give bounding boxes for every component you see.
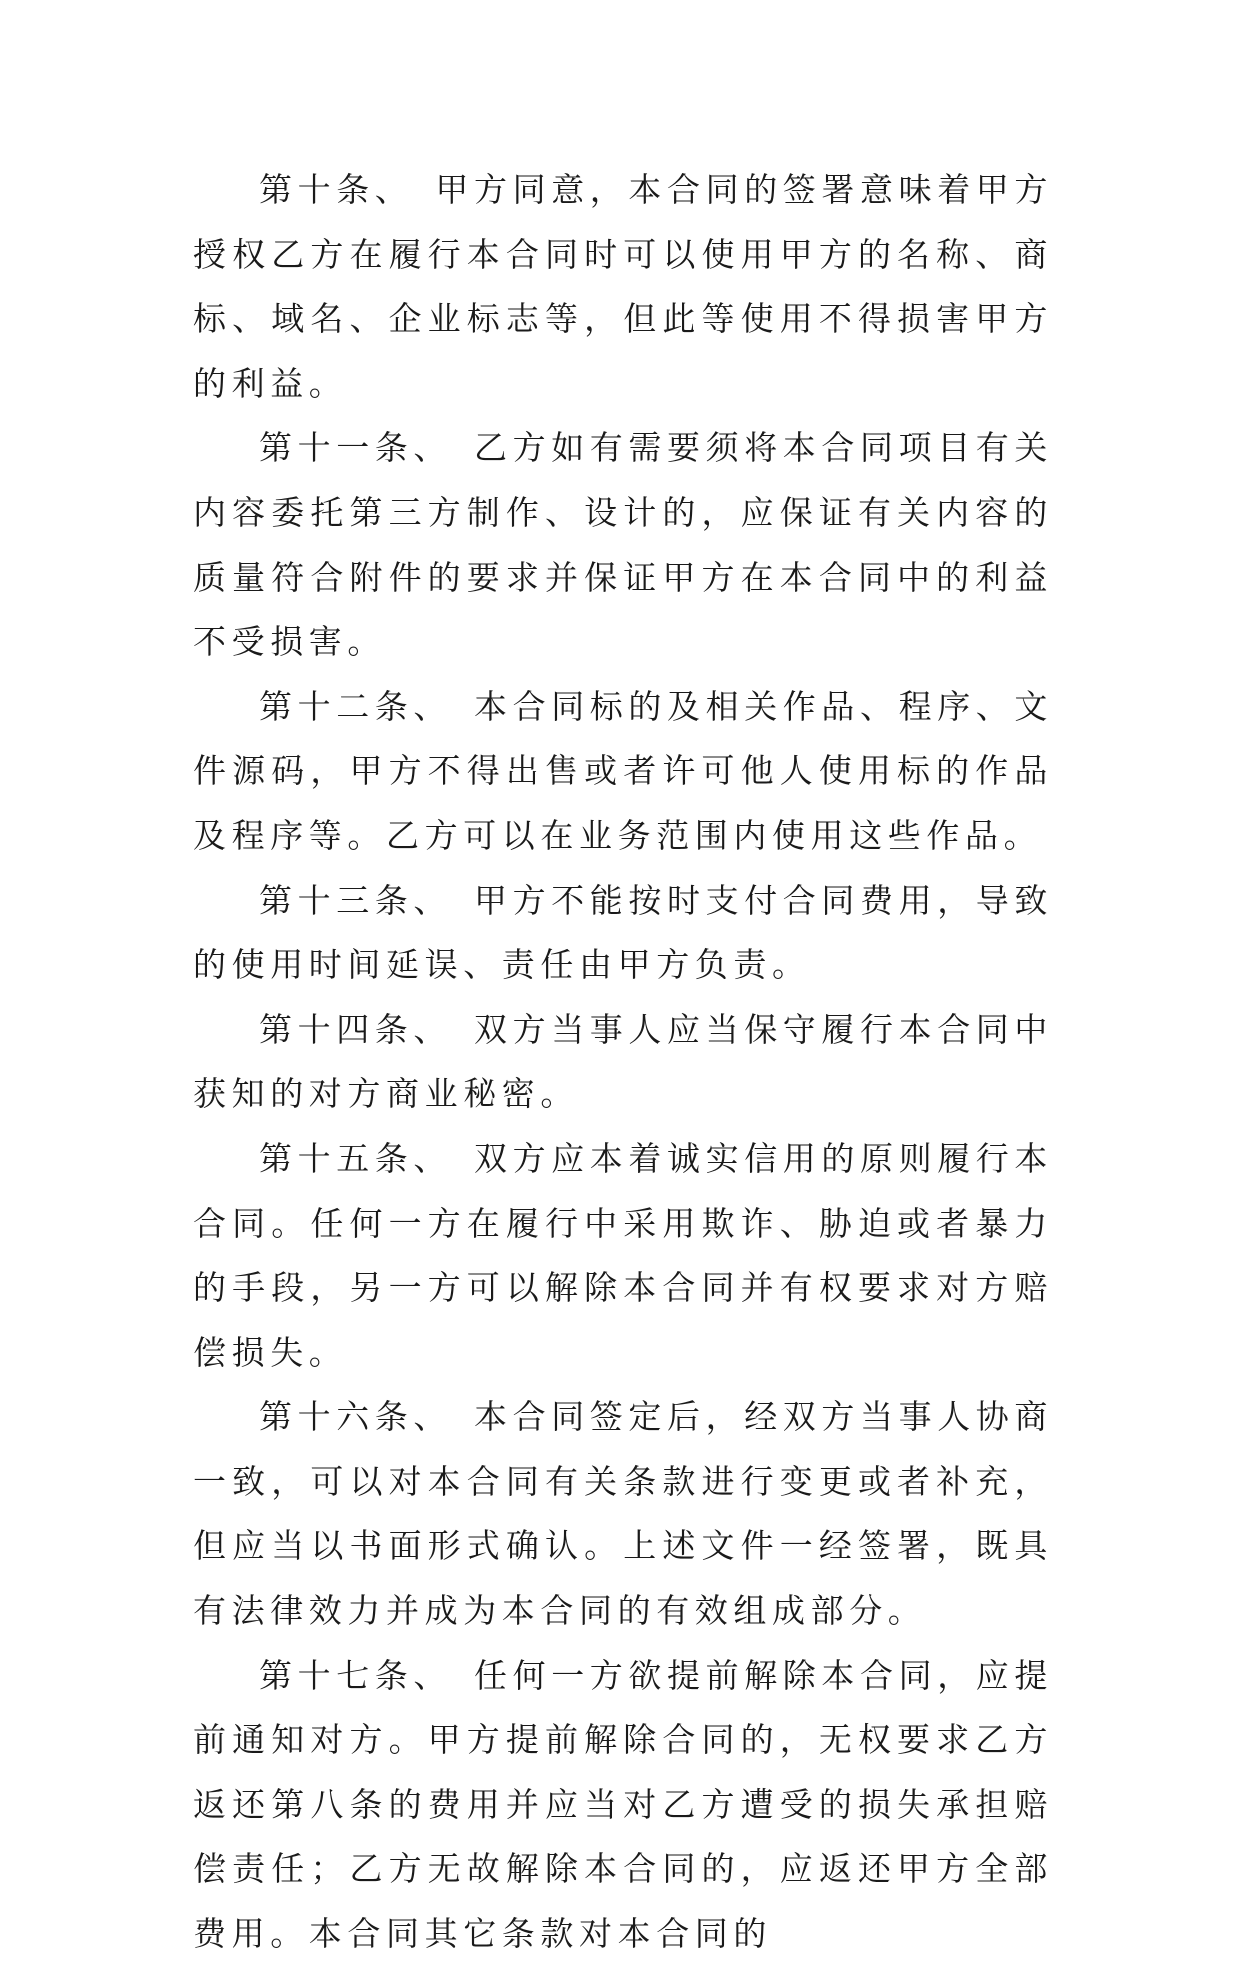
clause-number: 第十六条、 — [259, 1397, 452, 1437]
clause-text: 任何一方欲提前解除本合同，应提前通知对方。甲方提前解除合同的，无权要求乙方返还第八条的费用并应当对乙方遭受的损失承担赔偿责任；乙方无故解除本合同的，应返还甲方全部费用。本合同其它条款对本合同的 — [193, 1655, 1053, 1954]
clause-number: 第十三条、 — [259, 880, 452, 920]
clause-text: 甲方不能按时支付合同费用，导致的使用时间延误、责任由甲方负责。 — [193, 880, 1053, 985]
clause-13 — [193, 869, 1053, 998]
clause-text: 本合同签定后，经双方当事人协商一致，可以对本合同有关条款进行变更或者补充，但应当以书面形式确认。上述文件一经签署，既具有法律效力并成为本合同的有效组成部分。 — [193, 1397, 1053, 1631]
clause-10 — [193, 158, 1053, 416]
clause-text: 双方当事人应当保守履行本合同中获知的对方商业秘密。 — [193, 1009, 1053, 1114]
clause-11 — [193, 416, 1053, 674]
clause-text: 本合同标的及相关作品、程序、文件源码，甲方不得出售或者许可他人使用标的作品及程序等。乙方可以在业务范围内使用这些作品。 — [193, 686, 1053, 855]
clause-14 — [193, 998, 1053, 1127]
clause-number: 第十五条、 — [259, 1138, 452, 1178]
clause-number: 第十七条、 — [259, 1655, 452, 1695]
clause-number: 第十一条、 — [259, 428, 452, 468]
clause-15 — [193, 1127, 1053, 1385]
clause-number: 第十四条、 — [259, 1009, 452, 1049]
clause-text: 甲方同意，本合同的签署意味着甲方授权乙方在履行本合同时可以使用甲方的名称、商标、域名、企业标志等，但此等使用不得损害甲方的利益。 — [193, 170, 1054, 403]
clause-number: 第十条、 — [259, 170, 414, 209]
clause-16 — [193, 1385, 1053, 1643]
contract-body — [193, 158, 1053, 1967]
clause-text: 乙方如有需要须将本合同项目有关内容委托第三方制作、设计的，应保证有关内容的质量符合附件的要求并保证甲方在本合同中的利益不受损害。 — [193, 428, 1053, 662]
clause-text: 双方应本着诚实信用的原则履行本合同。任何一方在履行中采用欺诈、胁迫或者暴力的手段，另一方可以解除本合同并有权要求对方赔偿损失。 — [193, 1138, 1053, 1372]
clause-17 — [193, 1644, 1053, 1967]
clause-12 — [193, 675, 1053, 869]
clause-number: 第十二条、 — [259, 686, 452, 726]
